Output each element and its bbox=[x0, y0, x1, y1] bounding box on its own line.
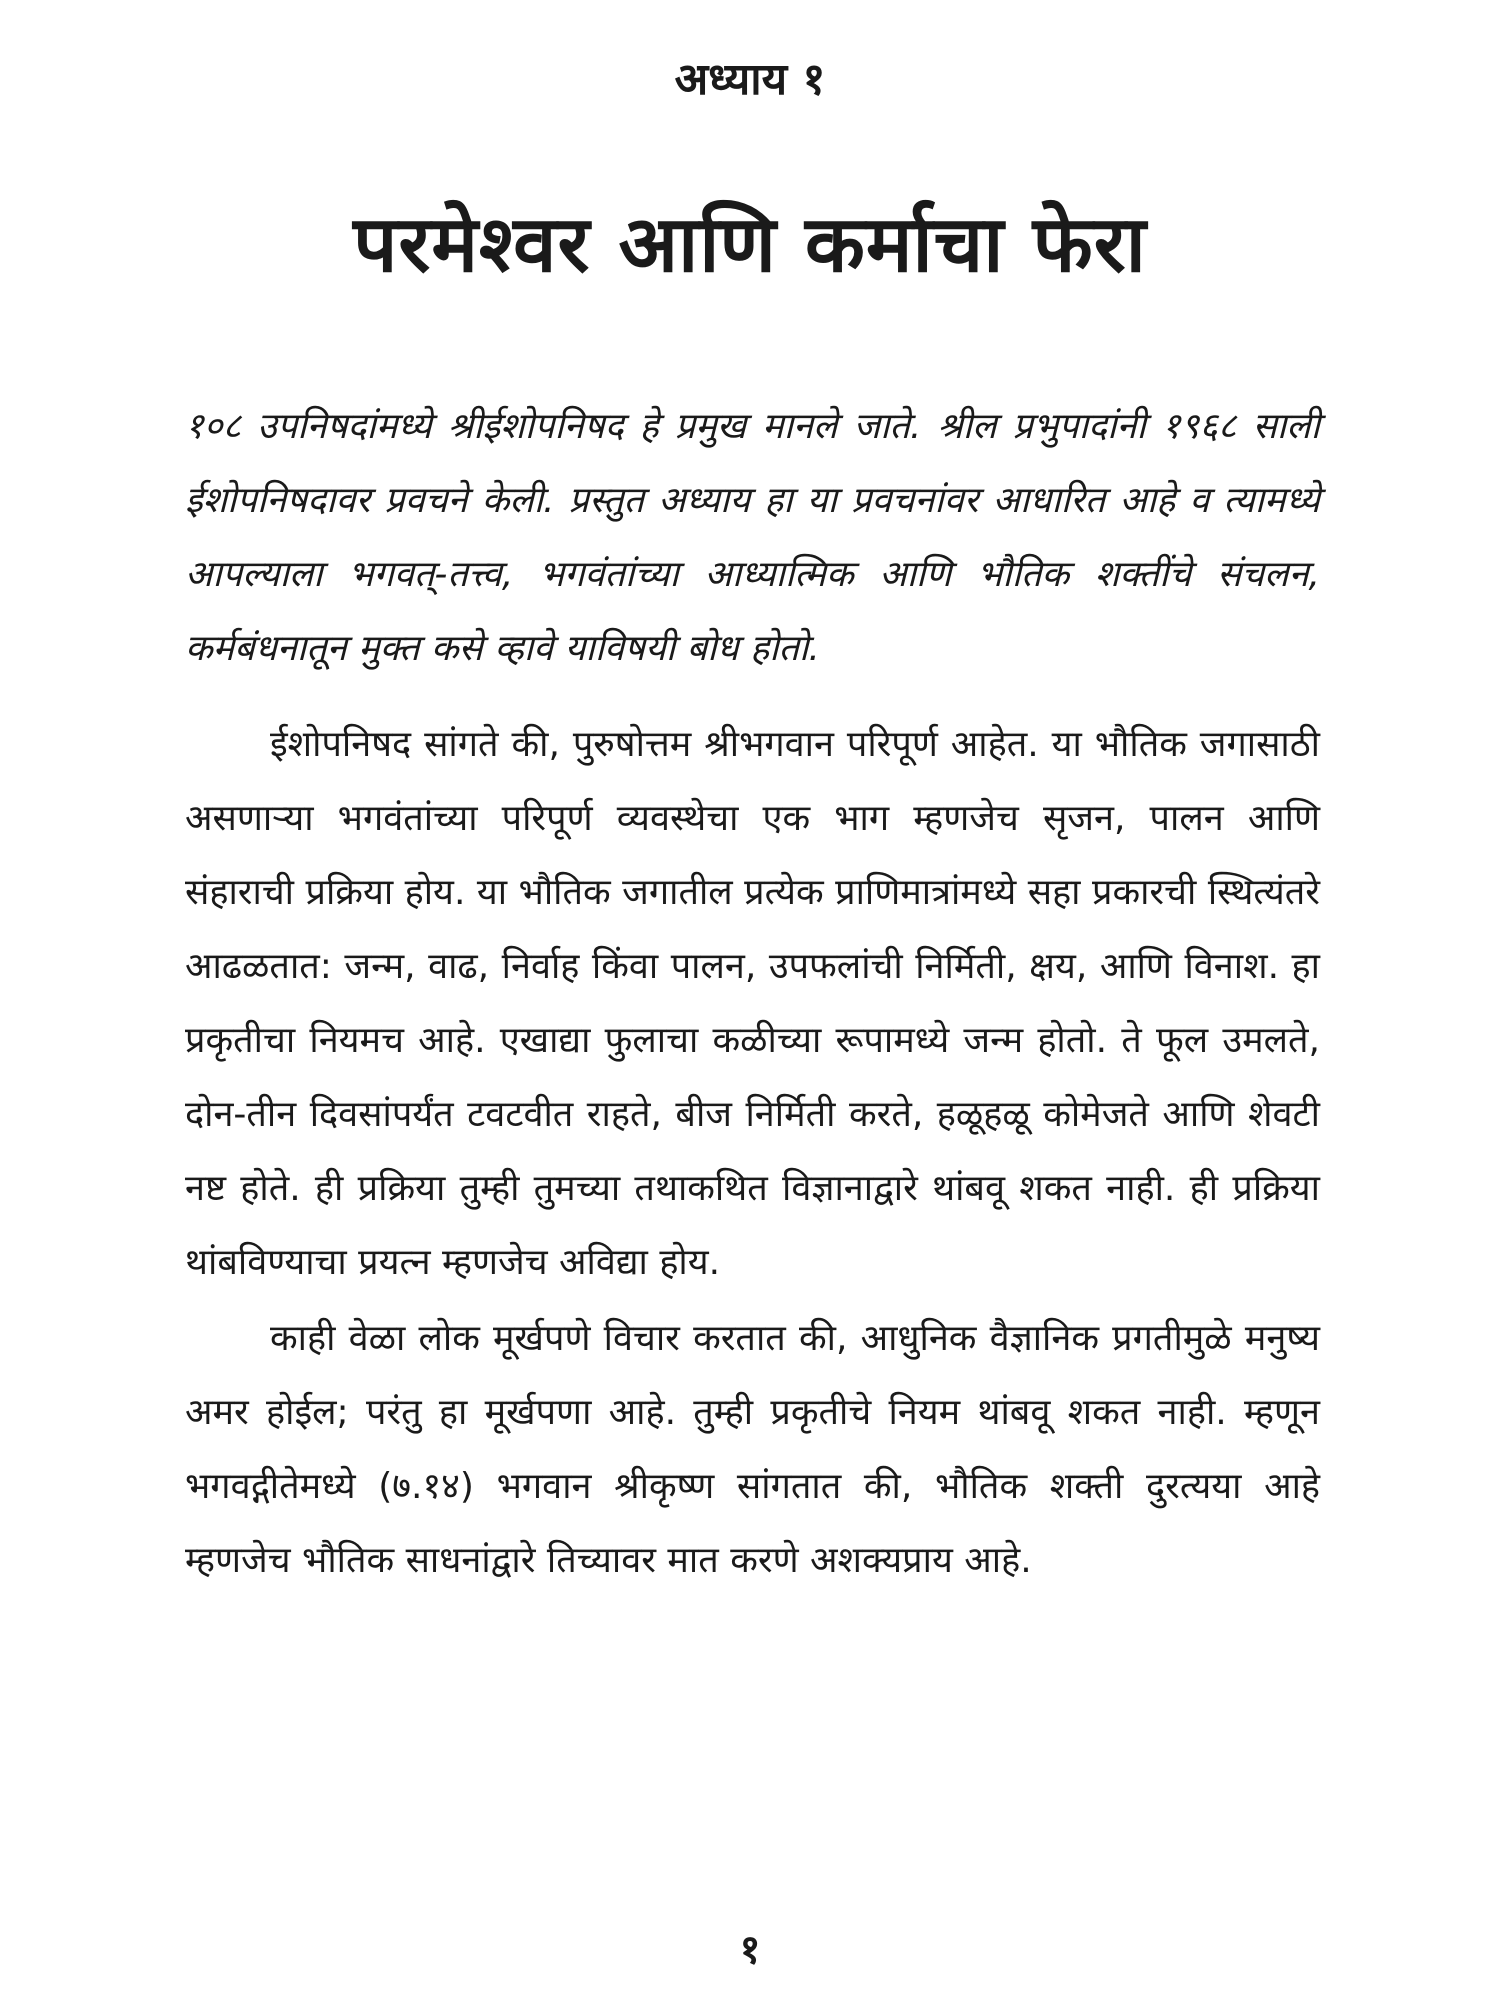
paragraph-cycle-of-nature: ईशोपनिषद सांगते की, पुरुषोत्तम श्रीभगवान परिपूर्ण आहेत. या भौतिक जगासाठी असणाऱ्या भगवंतांच्या परिपूर्ण व्यवस्थेचा एक भाग म्हणजेच सृजन, पालन आणि संहाराची प्रक्रिया होय. या भौतिक जगातील प्रत्येक प्राणिमात्रांमध्ये सहा प्रकारची स्थित्यंतरे आढळतात: जन्म, वाढ, निर्वाह किंवा पालन, उपफलांची निर्मिती, क्षय, आणि विनाश. हा प्रकृतीचा नियमच आहे. एखाद्या फुलाचा कळीच्या रूपामध्ये जन्म होतो. ते फूल उमलते, दोन-तीन दिवसांपर्यंत टवटवीत राहते, बीज निर्मिती करते, हळूहळू कोमेजते आणि शेवटी नष्ट होते. ही प्रक्रिया तुम्ही तुमच्या तथाकथित विज्ञानाद्वारे थांबवू शकत नाही. ही प्रक्रिया थांबविण्याचा प्रयत्न म्हणजेच अविद्या होय. bbox=[185, 724, 1320, 1283]
chapter-introduction: १०८ उपनिषदांमध्ये श्रीईशोपनिषद हे प्रमुख मानले जाते. श्रील प्रभुपादांनी १९६८ साली ईशोपनिषदावर प्रवचने केली. प्रस्तुत अध्याय हा या प्रवचनांवर आधारित आहे व त्यामध्ये आपल्याला भगवत्-तत्त्व, भगवंतांच्या आध्यात्मिक आणि भौतिक शक्तींचे संचलन, कर्मबंधनातून मुक्त कसे व्हावे याविषयी बोध होतो. bbox=[185, 406, 1320, 669]
chapter-label: अध्याय १ bbox=[674, 54, 826, 105]
chapter-body bbox=[185, 390, 1320, 1600]
page-number: १ bbox=[739, 1927, 761, 1973]
paragraph-laws-of-nature: काही वेळा लोक मूर्खपणे विचार करतात की, आधुनिक वैज्ञानिक प्रगतीमुळे मनुष्य अमर होईल; परंतु हा मूर्खपणा आहे. तुम्ही प्रकृतीचे नियम थांबवू शकत नाही. म्हणून भगवद्गीतेमध्ये (७.१४) भगवान श्रीकृष्ण सांगतात की, भौतिक शक्ती दुरत्यया आहे म्हणजेच भौतिक साधनांद्वारे तिच्यावर मात करणे अशक्यप्राय आहे. bbox=[185, 1318, 1320, 1581]
chapter-title: परमेश्वर आणि कर्माचा फेरा bbox=[353, 200, 1147, 290]
